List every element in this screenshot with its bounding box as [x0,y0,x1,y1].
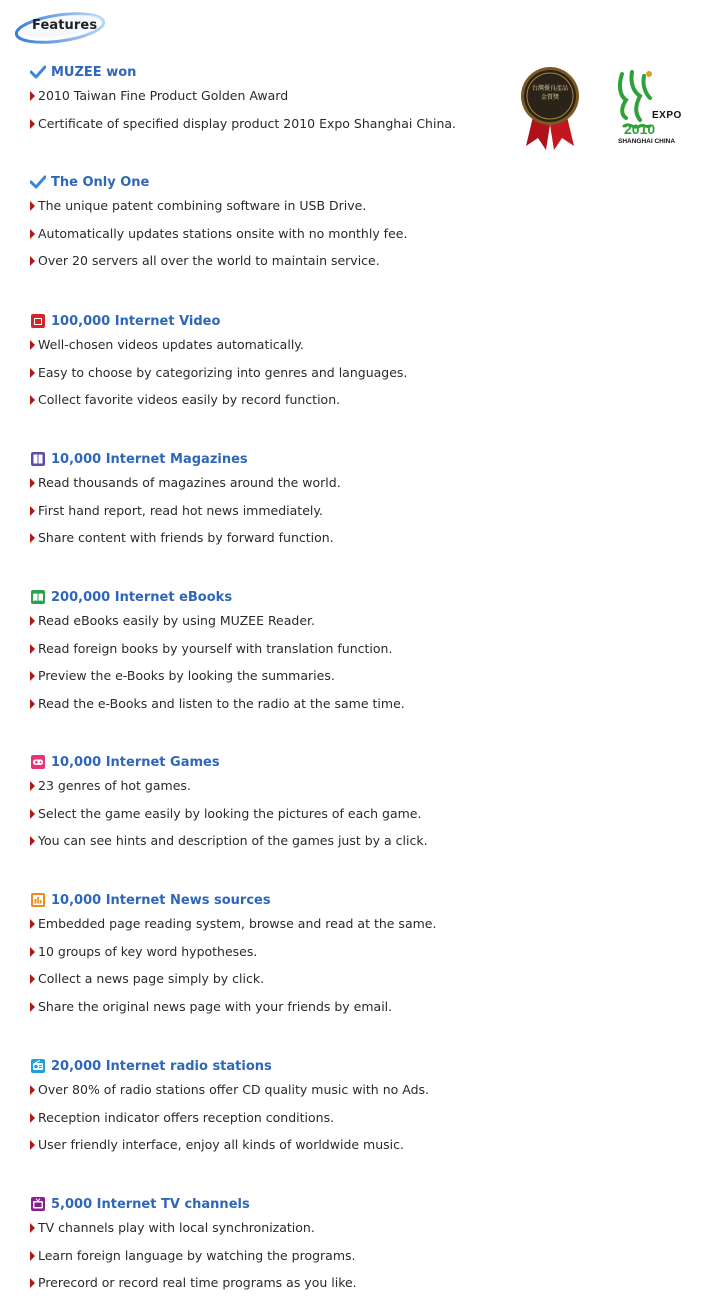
section-heading [30,890,510,910]
section-muzee-won [30,62,510,143]
bullet-arrow-icon [30,1085,35,1095]
expo-location-label: SHANGHAI CHINA [618,138,676,145]
bullet-list [30,337,510,420]
bullet-arrow-icon [30,119,35,129]
expo-label: EXPO [652,110,682,121]
list-item [30,116,510,144]
list-item-text: Embedded page reading system, browse and read at the same. [38,916,437,931]
expo-2010-logo [610,66,690,150]
list-item [30,1275,510,1303]
bullet-list [30,916,510,1026]
section-title: MUZEE won [51,64,137,80]
list-item-text: Well-chosen videos updates automatically. [38,337,304,352]
bullet-arrow-icon [30,644,35,654]
list-item [30,392,510,420]
magazine-icon [30,451,46,467]
list-item [30,999,510,1027]
list-item-text: First hand report, read hot news immediately. [38,502,323,518]
list-item [30,198,510,226]
list-item-text: Collect favorite videos easily by record function. [38,392,341,408]
list-item [30,1137,510,1165]
section-heading [30,172,510,192]
list-item-text: The unique patent combining software in USB Drive. [38,198,367,213]
list-item-text: Select the game easily by looking the pictures of each game. [38,805,422,821]
bullet-arrow-icon [30,1251,35,1261]
section-title: 200,000 Internet eBooks [51,589,233,605]
list-item-text: Learn foreign language by watching the programs. [38,1247,356,1263]
bullet-arrow-icon [30,1140,35,1150]
section-internet-news [30,890,510,1026]
list-item-text: Reception indicator offers reception conditions. [38,1109,335,1125]
bullet-arrow-icon [30,256,35,266]
list-item [30,88,510,116]
section-heading [30,1194,510,1214]
bullet-arrow-icon [30,974,35,984]
bullet-arrow-icon [30,781,35,791]
list-item [30,1248,510,1276]
section-internet-tv [30,1194,510,1303]
page-title: Features [32,18,98,33]
video-icon [30,313,46,329]
list-item [30,613,510,641]
list-item-text: Read the e-Books and listen to the radio at the same time. [38,695,405,711]
section-title: 5,000 Internet TV channels [51,1196,250,1212]
bullet-list [30,475,510,558]
bullet-arrow-icon [30,809,35,819]
bullet-list [30,1082,510,1165]
list-item [30,806,510,834]
list-item [30,971,510,999]
bullet-arrow-icon [30,1278,35,1288]
list-item-text: You can see hints and description of the games just by a click. [38,833,428,849]
list-item [30,253,510,281]
bullet-list [30,778,510,861]
bullet-arrow-icon [30,616,35,626]
section-heading [30,62,510,82]
list-item [30,833,510,861]
list-item [30,226,510,254]
section-heading [30,587,510,607]
bullet-arrow-icon [30,1002,35,1012]
bullet-arrow-icon [30,201,35,211]
tv-icon [30,1196,46,1212]
list-item-text: Prerecord or record real time programs as you like. [38,1275,357,1291]
bullet-arrow-icon [30,229,35,239]
list-item [30,696,510,724]
bullet-arrow-icon [30,91,35,101]
list-item [30,1110,510,1138]
section-internet-games [30,752,510,861]
list-item [30,1220,510,1248]
section-heading [30,449,510,469]
bullet-arrow-icon [30,671,35,681]
ebook-icon [30,589,46,605]
bullet-arrow-icon [30,506,35,516]
list-item-text: Easy to choose by categorizing into genres and languages. [38,364,408,380]
list-item [30,944,510,972]
bullet-arrow-icon [30,947,35,957]
list-item [30,778,510,806]
check-icon [30,64,46,80]
bullet-list [30,1220,510,1303]
list-item-text: TV channels play with local synchronization. [38,1220,315,1235]
section-title: The Only One [51,174,150,190]
list-item [30,365,510,393]
list-item [30,916,510,944]
list-item [30,1082,510,1110]
section-internet-radio [30,1056,510,1165]
section-internet-magazines [30,449,510,558]
game-icon [30,754,46,770]
bullet-arrow-icon [30,533,35,543]
list-item-text: Certificate of specified display product 2010 Expo Shanghai China. [38,115,457,131]
golden-award-medal-icon [520,64,580,152]
list-item-text: Share the original news page with your friends by email. [38,998,393,1014]
section-title: 10,000 Internet Games [51,754,220,770]
list-item-text: Automatically updates stations onsite with no monthly fee. [38,225,408,241]
list-item-text: 10 groups of key word hypotheses. [38,943,258,959]
svg-text:2010: 2010 [624,121,656,137]
medal-label: 台灣優良產品金質獎 [531,85,568,101]
list-item-text: Share content with friends by forward function. [38,530,334,546]
list-item [30,337,510,365]
bullet-arrow-icon [30,340,35,350]
features-header [14,10,110,44]
bullet-arrow-icon [30,699,35,709]
list-item [30,475,510,503]
list-item-text: User friendly interface, enjoy all kinds of worldwide music. [38,1137,404,1153]
list-item [30,641,510,669]
section-title: 100,000 Internet Video [51,313,221,329]
list-item-text: Read eBooks easily by using MUZEE Reader. [38,613,316,628]
list-item [30,503,510,531]
list-item-text: Over 80% of radio stations offer CD quality music with no Ads. [38,1082,429,1097]
section-internet-ebooks [30,587,510,723]
list-item-text: Read foreign books by yourself with translation function. [38,640,393,656]
bullet-list [30,613,510,723]
list-item-text: 23 genres of hot games. [38,778,191,793]
bullet-arrow-icon [30,1113,35,1123]
list-item-text: Read thousands of magazines around the world. [38,475,341,490]
list-item-text: Preview the e-Books by looking the summaries. [38,668,335,684]
news-icon [30,892,46,908]
check-icon [30,174,46,190]
bullet-arrow-icon [30,368,35,378]
bullet-arrow-icon [30,919,35,929]
list-item-text: Collect a news page simply by click. [38,971,265,987]
bullet-arrow-icon [30,395,35,405]
section-heading [30,311,510,331]
radio-icon [30,1058,46,1074]
bullet-list [30,88,510,143]
bullet-list [30,198,510,281]
list-item [30,668,510,696]
list-item-text: 2010 Taiwan Fine Product Golden Award [38,88,289,103]
section-heading [30,1056,510,1076]
section-title: 10,000 Internet Magazines [51,451,248,467]
bullet-arrow-icon [30,1223,35,1233]
list-item-text: Over 20 servers all over the world to maintain service. [38,253,380,269]
section-title: 10,000 Internet News sources [51,892,271,908]
bullet-arrow-icon [30,836,35,846]
list-item [30,530,510,558]
section-title: 20,000 Internet radio stations [51,1058,272,1074]
section-the-only-one [30,172,510,281]
section-internet-video [30,311,510,420]
section-heading [30,752,510,772]
bullet-arrow-icon [30,478,35,488]
